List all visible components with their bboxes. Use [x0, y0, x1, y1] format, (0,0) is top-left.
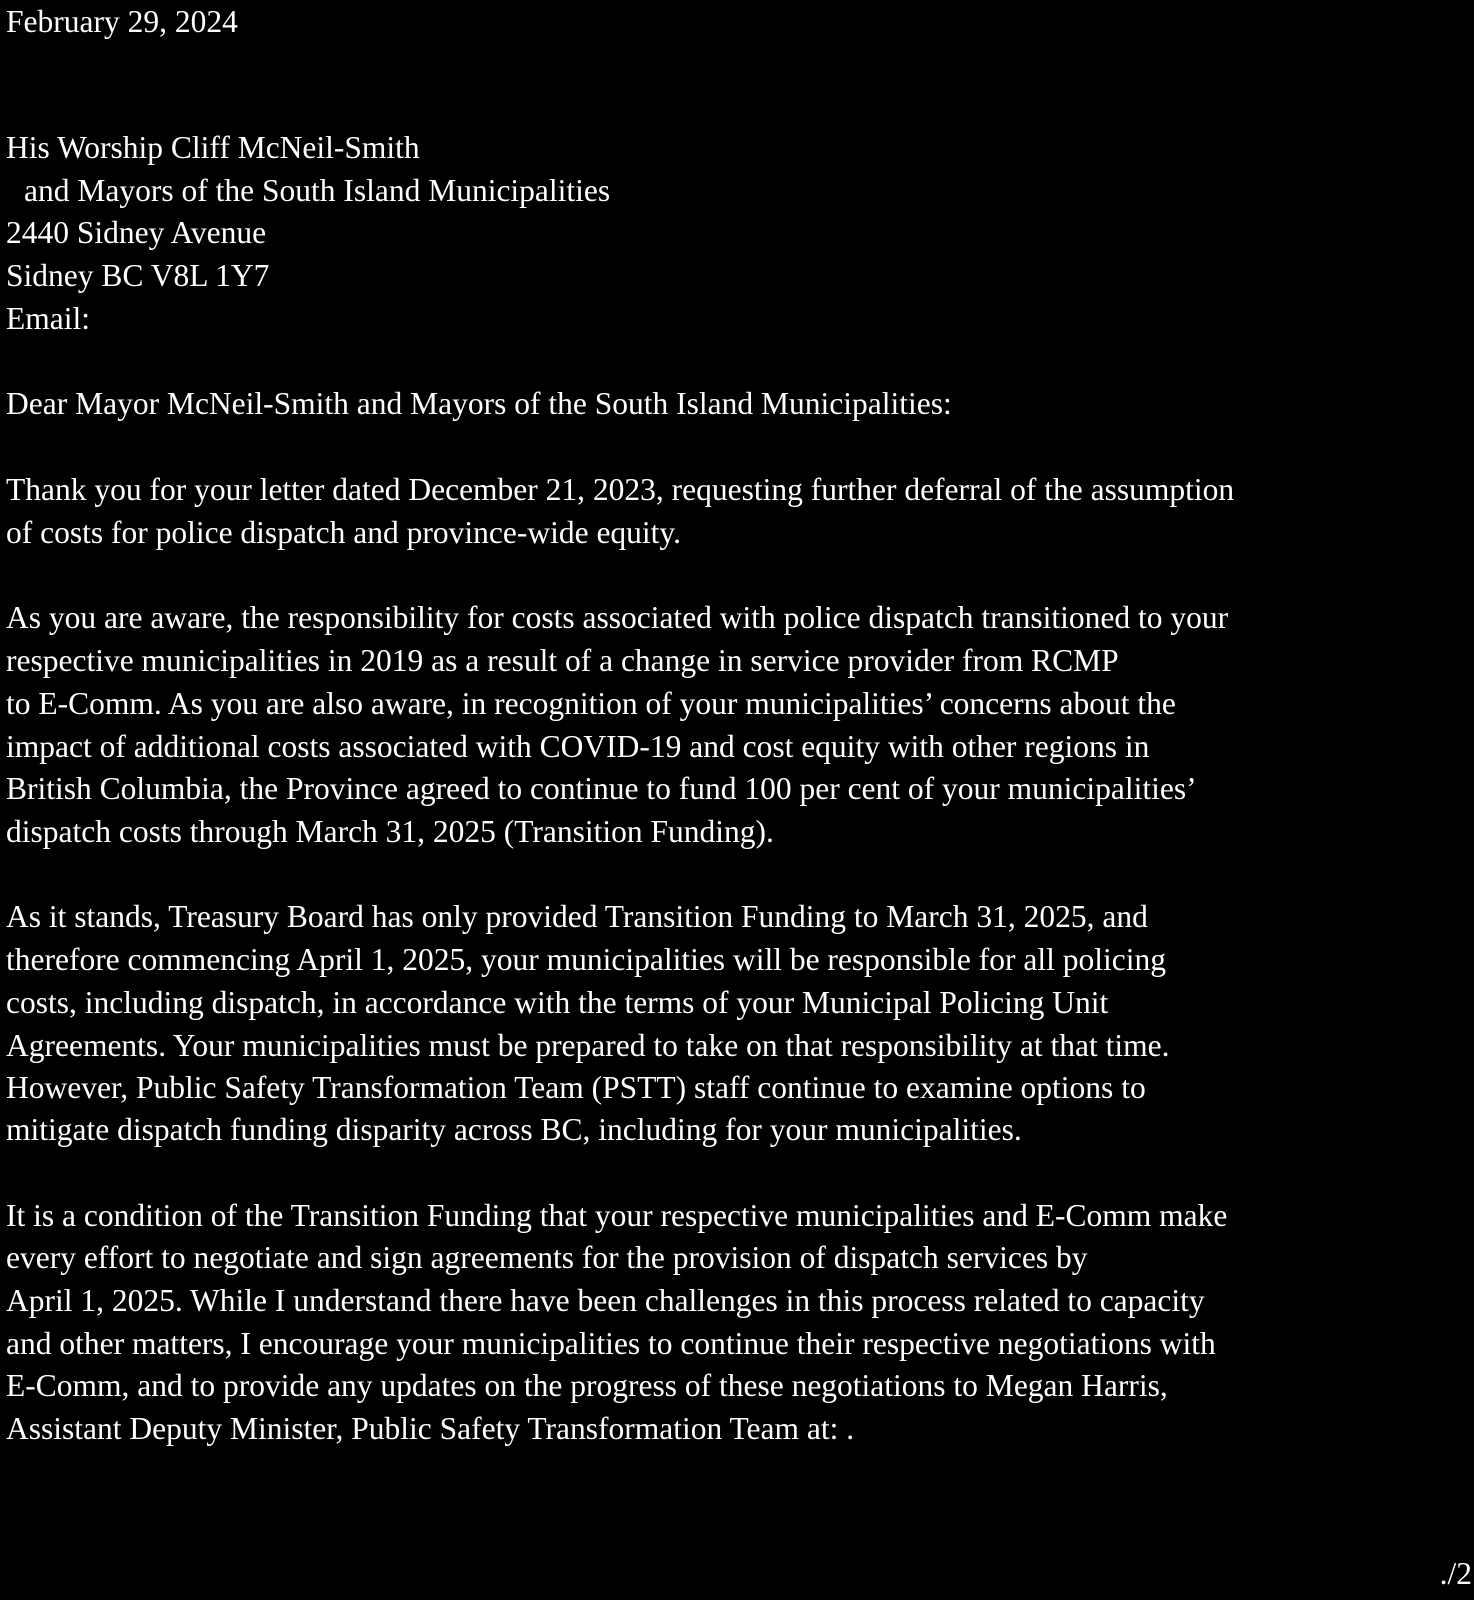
recipient-email-label: Email:	[6, 301, 90, 336]
paragraph-4-line: and other matters, I encourage your municipalities to continue their respective negotiations with	[6, 1326, 1216, 1361]
paragraph-4-line: It is a condition of the Transition Funding that your respective municipalities and E-Comm make	[6, 1198, 1228, 1233]
paragraph-4-line: E-Comm, and to provide any updates on the progress of these negotiations to Megan Harris,	[6, 1368, 1168, 1403]
paragraph-2-line: to E-Comm. As you are also aware, in recognition of your municipalities’ concerns about the	[6, 686, 1176, 721]
recipient-street: 2440 Sidney Avenue	[6, 215, 267, 250]
paragraph-3-line: costs, including dispatch, in accordance with the terms of your Municipal Policing Unit	[6, 985, 1109, 1020]
paragraph-3-line: As it stands, Treasury Board has only provided Transition Funding to March 31, 2025, and	[6, 899, 1148, 934]
paragraph-4-line: April 1, 2025. While I understand there have been challenges in this process related to capacity	[6, 1283, 1205, 1318]
paragraph-3-line: therefore commencing April 1, 2025, your municipalities will be responsible for all policing	[6, 942, 1166, 977]
paragraph-3-line: mitigate dispatch funding disparity across BC, including for your municipalities.	[6, 1112, 1022, 1147]
letter-date: February 29, 2024	[6, 4, 238, 39]
paragraph-4-line: every effort to negotiate and sign agreements for the provision of dispatch services by	[6, 1240, 1088, 1275]
salutation: Dear Mayor McNeil-Smith and Mayors of the South Island Municipalities:	[6, 386, 952, 421]
paragraph-2-line: impact of additional costs associated with COVID-19 and cost equity with other regions in	[6, 729, 1150, 764]
paragraph-2-line: British Columbia, the Province agreed to continue to fund 100 per cent of your municipalities’	[6, 771, 1197, 806]
recipient-group: and Mayors of the South Island Municipalities	[24, 173, 611, 208]
paragraph-4-line: Assistant Deputy Minister, Public Safety Transformation Team at: .	[6, 1411, 855, 1446]
paragraph-3-line: Agreements. Your municipalities must be prepared to take on that responsibility at that time.	[6, 1028, 1170, 1063]
paragraph-1-line: of costs for police dispatch and province-wide equity.	[6, 515, 682, 550]
paragraph-3-line: However, Public Safety Transformation Team (PSTT) staff continue to examine options to	[6, 1070, 1146, 1105]
paragraph-2-line: As you are aware, the responsibility for costs associated with police dispatch transitioned to your	[6, 600, 1229, 635]
paragraph-2-line: respective municipalities in 2019 as a result of a change in service provider from RCMP	[6, 643, 1119, 678]
page-continuation-marker: ./2	[1439, 1556, 1472, 1591]
recipient-name: His Worship Cliff McNeil-Smith	[6, 130, 420, 165]
paragraph-1-line: Thank you for your letter dated December 21, 2023, requesting further deferral of the assumption	[6, 472, 1235, 507]
recipient-city: Sidney BC V8L 1Y7	[6, 258, 270, 293]
letter-page	[6, 0, 1472, 1600]
paragraph-2-line: dispatch costs through March 31, 2025 (Transition Funding).	[6, 814, 774, 849]
